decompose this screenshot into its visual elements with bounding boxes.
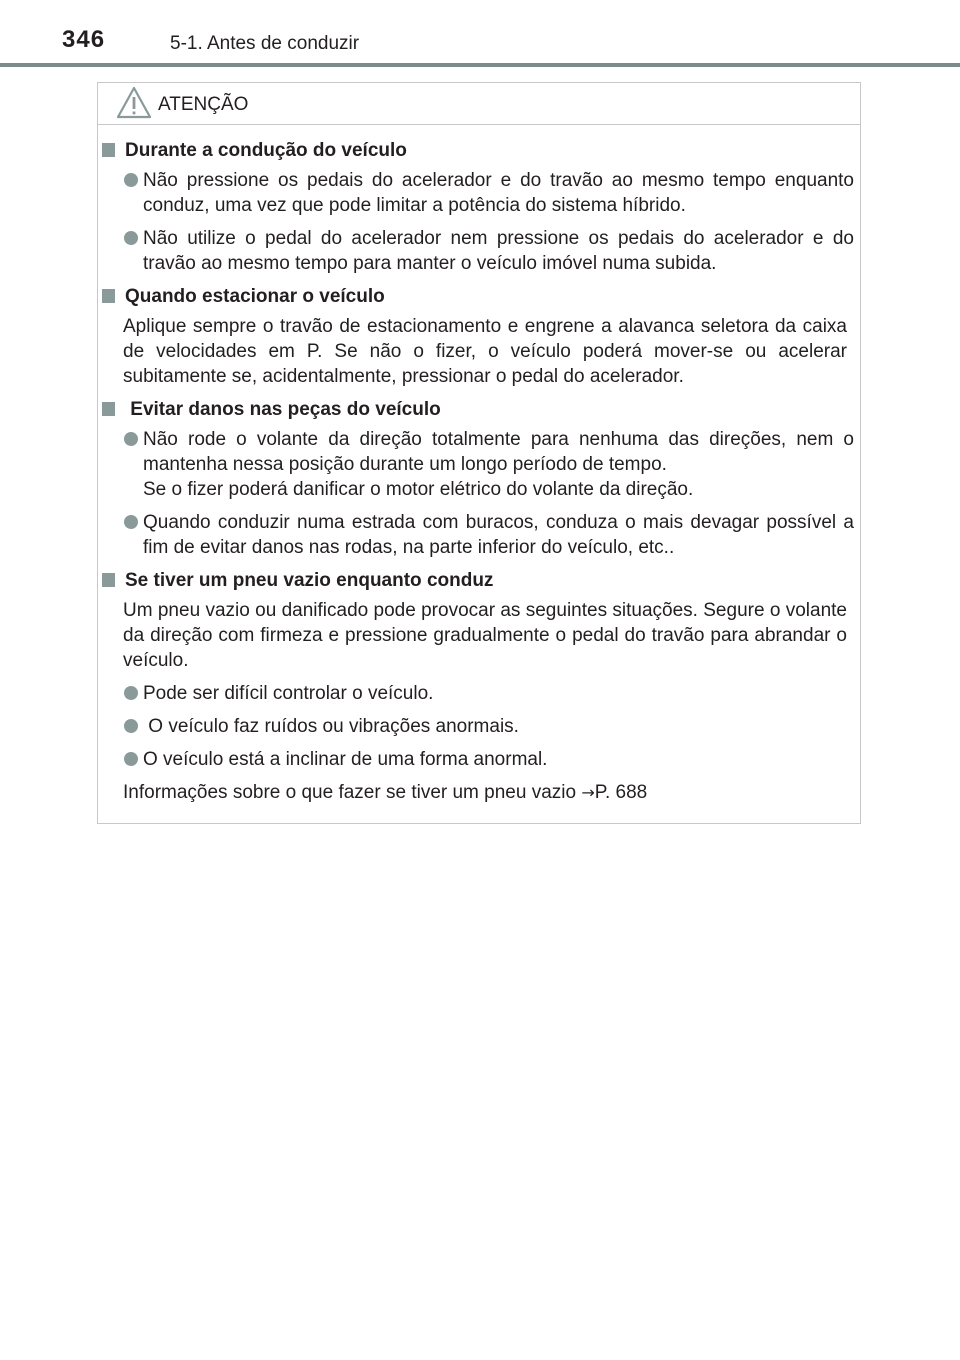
section-driving: [98, 138, 860, 276]
warning-box: [97, 82, 861, 824]
square-bullet-icon: [102, 289, 115, 303]
page-number: 346: [62, 26, 106, 53]
section-avoid-damage: [98, 397, 860, 560]
page-header: [0, 0, 960, 68]
circle-bullet-icon: [124, 752, 138, 766]
circle-bullet-icon: [124, 432, 138, 446]
list-item: Não rode o volante da direção totalmente para nenhuma das direções, nem o mantenha nessa posição durante um longo período de tempo.: [123, 427, 854, 477]
section-heading: Se tiver um pneu vazio enquanto conduz: [98, 568, 860, 598]
section-heading: Evitar danos nas peças do veículo: [98, 397, 860, 427]
circle-bullet-icon: [124, 173, 138, 187]
list-item: Não pressione os pedais do acelerador e do travão ao mesmo tempo enquanto conduz, uma vez que pode limitar a potência do sistema híbrido.: [123, 168, 854, 218]
arrow-right-icon: →: [581, 783, 595, 802]
section-parking: [98, 284, 860, 389]
square-bullet-icon: [102, 402, 115, 416]
section-title: 5-1. Antes de conduzir: [170, 33, 360, 54]
paragraph: Aplique sempre o travão de estacionamento e engrene a alavanca seletora da caixa de velocidades em P. Se não o fizer, o veículo poderá mover-se ou acelerar subitamente se, acidentalmente, pressionar o pedal do acelerador.: [123, 316, 847, 387]
warning-title: ATENÇÃO: [158, 94, 249, 115]
circle-bullet-icon: [124, 231, 138, 245]
paragraph: Um pneu vazio ou danificado pode provocar as seguintes situações. Segure o volante da direção com firmeza e pressione gradualmente o pedal do travão para abrandar o veículo.: [123, 600, 847, 671]
list-item: O veículo faz ruídos ou vibrações anormais.: [123, 714, 854, 739]
list-item: Quando conduzir numa estrada com buracos, conduza o mais devagar possível a fim de evitar danos nas rodas, na parte inferior do veículo, etc..: [123, 510, 854, 560]
warning-header: [98, 83, 860, 125]
page-reference: Informações sobre o que fazer se tiver um pneu vazio →P. 688: [123, 782, 648, 803]
circle-bullet-icon: [124, 719, 138, 733]
list-item: O veículo está a inclinar de uma forma anormal.: [123, 747, 854, 772]
page-reference-link[interactable]: P. 688: [594, 782, 648, 803]
list-item: Pode ser difícil controlar o veículo.: [123, 681, 854, 706]
square-bullet-icon: [102, 573, 115, 587]
section-flat-tire: [98, 568, 860, 805]
header-rule: [0, 63, 960, 67]
circle-bullet-icon: [124, 515, 138, 529]
warning-triangle-icon: [116, 86, 152, 120]
list-item-continuation: Se o fizer poderá danificar o motor elétrico do volante da direção.: [143, 479, 694, 500]
square-bullet-icon: [102, 143, 115, 157]
section-heading: Quando estacionar o veículo: [98, 284, 860, 314]
list-item: Não utilize o pedal do acelerador nem pressione os pedais do acelerador e do travão ao mesmo tempo para manter o veículo imóvel numa subida.: [123, 226, 854, 276]
circle-bullet-icon: [124, 686, 138, 700]
warning-content: [98, 138, 860, 805]
section-heading: Durante a condução do veículo: [98, 138, 860, 168]
